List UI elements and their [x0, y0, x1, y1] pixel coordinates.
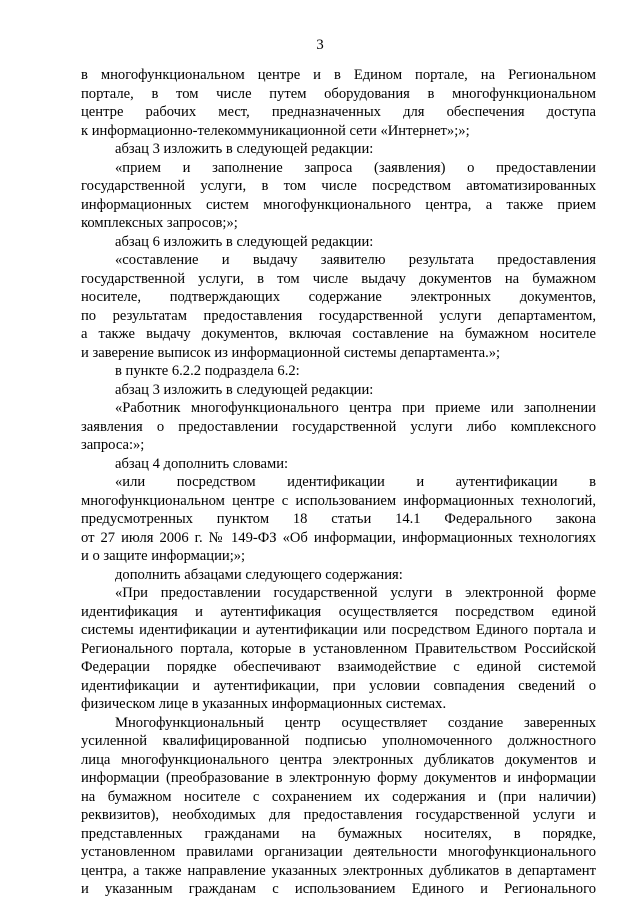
text-line: на бумажном носителе с сохранением их содержания и (при наличии): [81, 788, 596, 805]
text-line: абзац 3 изложить в следующей редакции:: [115, 381, 374, 398]
text-line: представленных гражданами на бумажных носителях, в порядке,: [81, 825, 596, 842]
text-line: государственной услуги, в том числе выдачу документов на бумажном: [81, 270, 596, 287]
text-line: носителе, подтверждающих содержание электронных документов,: [81, 289, 596, 305]
body-text: [81, 66, 596, 899]
text-line: информационных систем многофункционального центра, а также прием: [81, 196, 596, 213]
text-line: центре рабочих мест, предназначенных для обеспечения доступа: [81, 104, 596, 120]
text-line: «При предоставлении государственной услуги в электронной форме: [115, 585, 596, 601]
text-line: абзац 6 изложить в следующей редакции:: [115, 233, 374, 250]
text-line: от 27 июля 2006 г. № 149-ФЗ «Об информации, информационных технологиях: [81, 529, 596, 546]
text-line: дополнить абзацами следующего содержания:: [115, 566, 403, 583]
text-line: усиленной квалифицированной подписью уполномоченного должностного: [81, 733, 596, 749]
text-line: запроса:»;: [81, 437, 145, 453]
text-line: абзац 3 изложить в следующей редакции:: [115, 141, 374, 157]
text-line: «Работник многофункционального центра при приеме или заполнении: [115, 400, 596, 416]
text-line: Многофункциональный центр осуществляет создание заверенных: [115, 714, 596, 731]
text-line: лица многофункционального центра электронных дубликатов документов и: [81, 751, 596, 768]
text-line: реквизитов), необходимых для предоставления государственной услуги и: [81, 807, 596, 823]
text-line: Регионального портала, которые в установленном Правительством Российской: [81, 640, 596, 657]
text-line: «составление и выдачу заявителю результата предоставления: [115, 252, 596, 268]
text-line: а также выдачу документов, включая составление на бумажном носителе: [81, 326, 596, 342]
text-line: установленном правилами организации деятельности многофункционального: [81, 844, 596, 860]
text-line: информации (преобразование в электронную форму документов и информации: [81, 770, 596, 786]
text-line: идентификации и аутентификации, при условии совпадения сведений о: [81, 677, 596, 694]
text-line: системы идентификации и аутентификации или посредством Единого портала и: [81, 622, 596, 638]
page-number: 3: [316, 37, 324, 53]
text-line: и указанным гражданам с использованием Единого и Регионального: [81, 881, 596, 897]
text-line: в многофункциональном центре и в Едином портале, на Региональном: [81, 67, 596, 83]
text-line: портале, в том числе путем оборудования в многофункциональном: [81, 85, 596, 102]
text-line: центра, а также направление указанных электронных дубликатов в департамент: [81, 862, 596, 879]
text-line: и заверение выписок из информационной системы департамента.»;: [81, 344, 501, 361]
text-line: заявления о предоставлении государственной услуги либо комплексного: [81, 418, 596, 435]
text-line: Федерации порядке обеспечивают взаимодействие с единой системой: [81, 659, 596, 675]
text-line: к информационно-телекоммуникационной сети «Интернет»;»;: [81, 122, 470, 139]
text-line: многофункциональном центре с использованием информационных технологий,: [81, 492, 596, 509]
text-line: и о защите информации;»;: [81, 548, 246, 564]
text-line: комплексных запросов;»;: [81, 215, 238, 231]
text-line: абзац 4 дополнить словами:: [115, 455, 289, 472]
text-line: идентификация и аутентификация осуществляется посредством единой: [81, 603, 596, 620]
text-line: «или посредством идентификации и аутентификации в: [115, 474, 596, 490]
text-line: в пункте 6.2.2 подраздела 6.2:: [115, 363, 300, 379]
text-line: физическом лице в указанных информационных системах.: [81, 696, 447, 712]
text-line: «прием и заполнение запроса (заявления) о предоставлении: [115, 159, 596, 176]
text-line: государственной услуги, в том числе посредством автоматизированных: [81, 178, 596, 194]
text-line: предусмотренных пунктом 18 статьи 14.1 Федерального закона: [81, 511, 596, 527]
text-line: по результатам предоставления государственной услуги департаментом,: [81, 307, 596, 324]
